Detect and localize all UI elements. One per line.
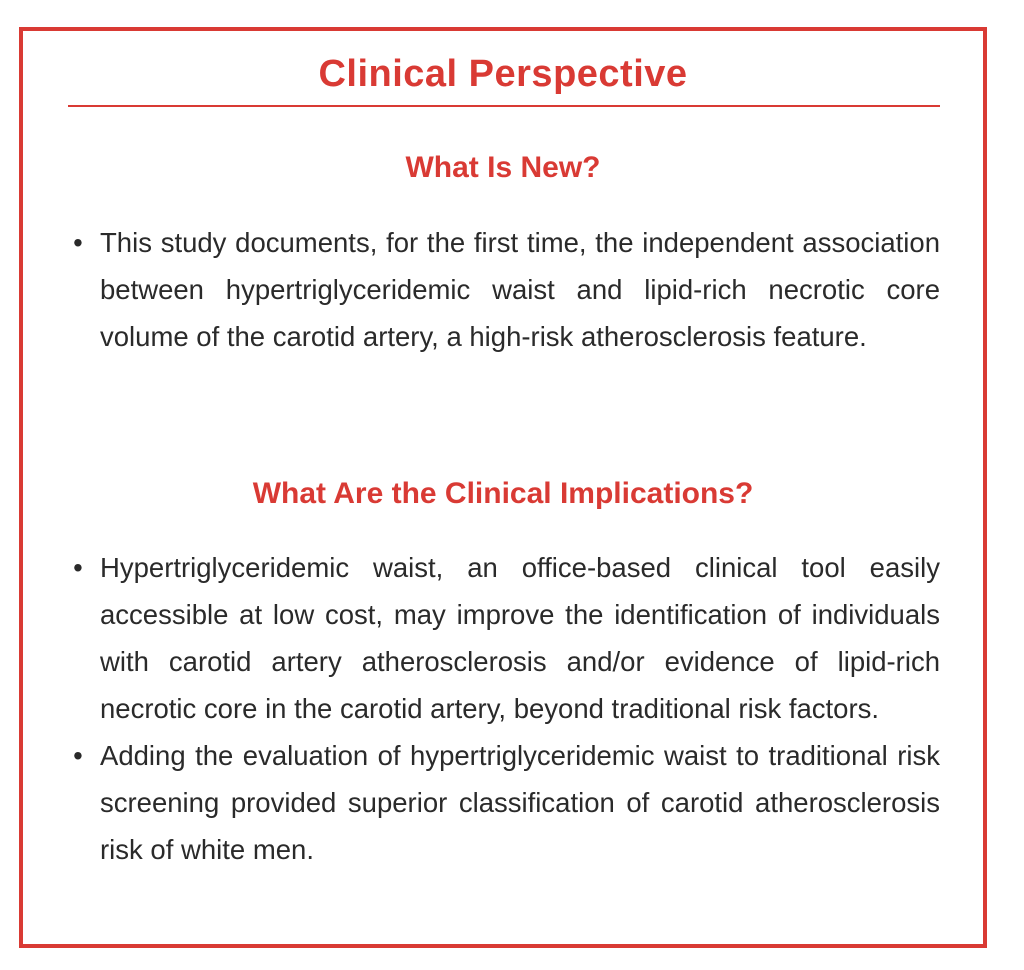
bullet-icon: • bbox=[73, 552, 83, 583]
bullet-item bbox=[68, 544, 940, 732]
section-heading-what-is-new: What Is New? bbox=[405, 151, 601, 184]
title-divider bbox=[68, 105, 940, 107]
bullet-icon: • bbox=[73, 227, 83, 258]
bullet-text: This study documents, for the first time, the independent association between hypertriglyceridemic waist and lipid-rich necrotic core volume of the carotid artery, a high-risk atherosclerosis feature. bbox=[100, 227, 940, 352]
bullet-text: Adding the evaluation of hypertriglyceridemic waist to traditional risk screening provided superior classification of carotid atherosclerosis risk of white men. bbox=[100, 740, 940, 865]
clinical-perspective-box bbox=[19, 27, 987, 948]
bullet-text: Hypertriglyceridemic waist, an office-based clinical tool easily accessible at low cost, may improve the identification of individuals with carotid artery atherosclerosis and/or evidence of lipid-rich necrotic core in the carotid artery, beyond traditional risk factors. bbox=[100, 552, 940, 724]
section-heading-clinical-implications: What Are the Clinical Implications? bbox=[252, 477, 754, 510]
bullet-list-clinical-implications bbox=[68, 544, 940, 873]
bullet-list-what-is-new bbox=[68, 219, 940, 360]
bullet-icon: • bbox=[73, 740, 83, 771]
bullet-item bbox=[68, 732, 940, 873]
box-title: Clinical Perspective bbox=[318, 53, 688, 95]
bullet-item bbox=[68, 219, 940, 360]
